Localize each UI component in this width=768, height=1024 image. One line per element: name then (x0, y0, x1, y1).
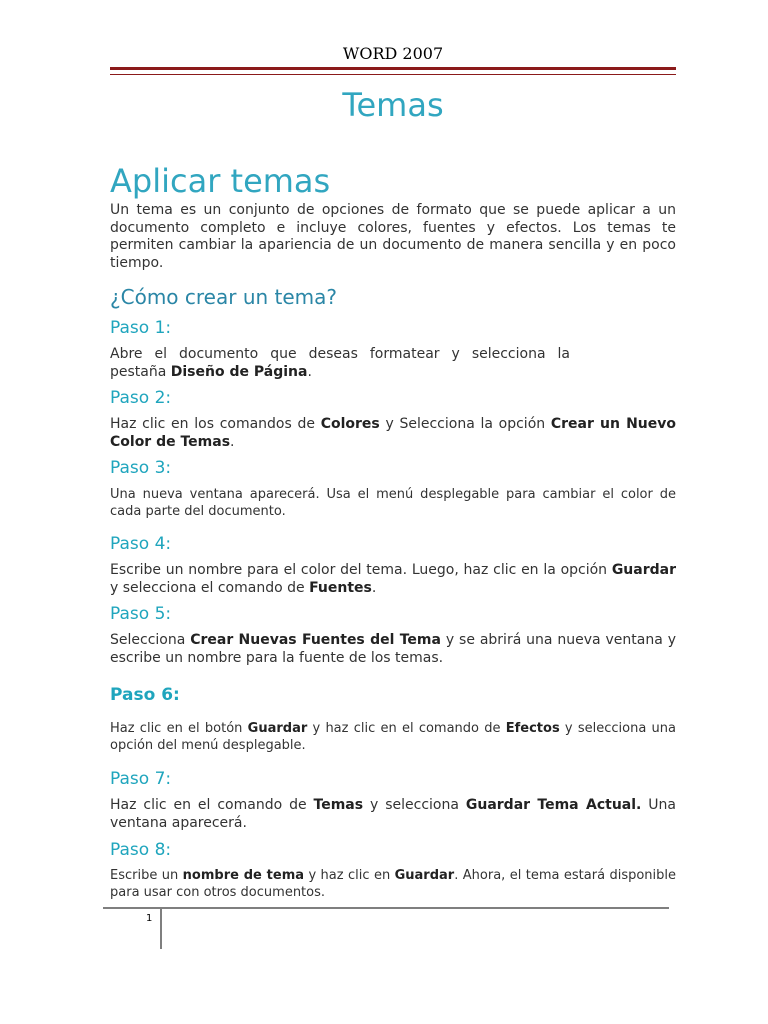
step-4-label: Paso 4: (110, 534, 172, 554)
step-1-bold: Diseño de Página (170, 363, 308, 380)
step-2-text-part: . (230, 433, 235, 450)
step-3-text (110, 486, 676, 520)
document-title: Temas (342, 86, 444, 124)
step-2-text-part: Haz clic en los comandos de (110, 416, 321, 432)
step-7-bold: Temas (313, 797, 364, 813)
step-4-bold: Guardar (611, 562, 676, 578)
step-6-text-part: y selecciona una opción del menú desplegable. (110, 721, 677, 753)
footer-divider (160, 909, 162, 949)
step-4-text-part: y selecciona el comando de (110, 579, 310, 596)
step-8-bold: Guardar (394, 868, 455, 883)
page-header: WORD 2007 (342, 44, 444, 63)
step-7-text-part: Haz clic en el comando de (110, 797, 314, 813)
step-8-text (110, 867, 676, 901)
step-5-label: Paso 5: (110, 604, 172, 624)
step-8-text-part: y haz clic en (304, 868, 395, 883)
step-7-text-part: y selecciona (363, 797, 466, 813)
page-number: 1 (146, 913, 153, 924)
step-7-text-part: Una ventana aparecerá. (110, 797, 676, 831)
step-4-bold: Fuentes (309, 579, 372, 596)
step-1-text (110, 346, 570, 381)
step-4-text (110, 562, 676, 597)
step-6-bold: Efectos (505, 721, 560, 736)
step-4-text-part: . (371, 579, 377, 596)
subheading: ¿Cómo crear un tema? (110, 285, 338, 309)
step-6-text-part: y haz clic en el comando de (307, 721, 506, 736)
step-6-bold: Guardar (247, 721, 308, 736)
step-8-label: Paso 8: (110, 840, 172, 860)
step-3-label: Paso 3: (110, 458, 172, 478)
step-6-text-part: Haz clic en el botón (110, 721, 248, 736)
step-8-bold: nombre de tema (182, 868, 305, 883)
step-7-bold: Guardar Tema Actual. (465, 797, 642, 813)
step-1-label: Paso 1: (110, 318, 172, 338)
step-5-text (110, 632, 676, 667)
step-7-text (110, 797, 676, 832)
step-1-text-part: . (307, 363, 312, 380)
step-5-text-part: y se abrirá una nueva ventana y escribe un nombre para la fuente de los temas. (110, 632, 676, 666)
step-6-text (110, 720, 676, 754)
step-5-text-part: Selecciona (110, 632, 191, 648)
intro-paragraph: Un tema es un conjunto de opciones de formato que se puede aplicar a un documento completo e incluye colores, fuentes y efectos. Los temas te permiten cambiar la apariencia de un documento de manera sencilla y en poco tiempo. (110, 202, 676, 271)
step-1-text-part: Abre el documento que deseas formatear y selecciona la pestaña (110, 346, 570, 380)
step-4-text-part: Escribe un nombre para el color del tema. Luego, haz clic en la opción (110, 562, 612, 578)
step-2-text (110, 416, 676, 451)
header-rule (110, 67, 676, 75)
step-8-text-part: Escribe un (110, 868, 183, 883)
step-2-bold: Crear un Nuevo Color de Temas (110, 416, 676, 450)
step-2-label: Paso 2: (110, 388, 172, 408)
step-8-text-part: . Ahora, el tema estará disponible para usar con otros documentos. (110, 868, 677, 900)
step-2-bold: Colores (320, 416, 380, 432)
step-6-label: Paso 6: (110, 685, 180, 705)
step-3-text-part: Una nueva ventana aparecerá. Usa el menú desplegable para cambiar el color de cada parte del documento. (110, 487, 676, 519)
step-2-text-part: y Selecciona la opción (379, 416, 551, 432)
footer-rule (103, 907, 669, 909)
section-title: Aplicar temas (110, 162, 331, 200)
step-5-bold: Crear Nuevas Fuentes del Tema (190, 632, 441, 648)
step-7-label: Paso 7: (110, 769, 172, 789)
